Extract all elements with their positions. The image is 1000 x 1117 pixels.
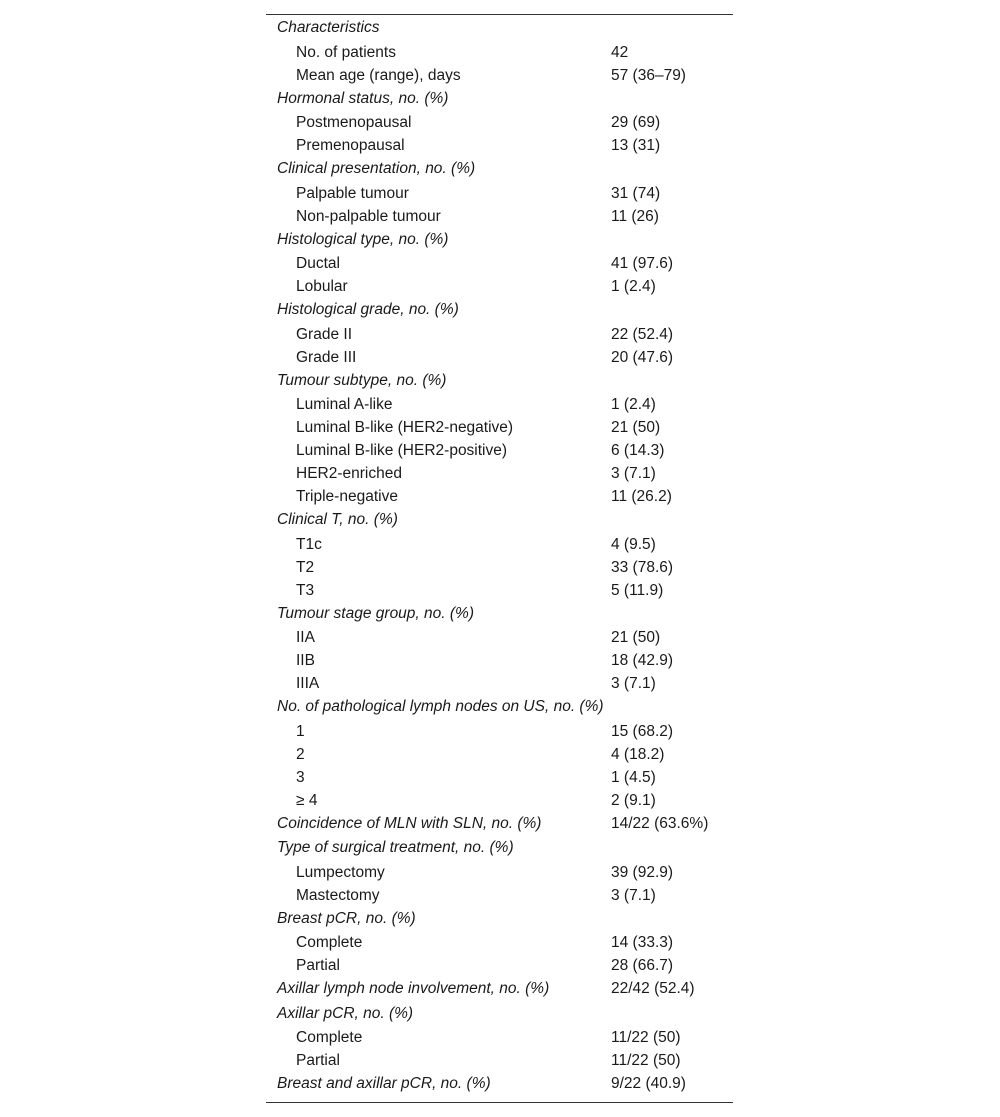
row-value: 4 (9.5) bbox=[611, 535, 656, 553]
row-label: 3 bbox=[296, 768, 305, 786]
table-section-row bbox=[266, 1072, 733, 1097]
row-value bbox=[611, 1002, 733, 1027]
row-value: 3 (7.1) bbox=[611, 675, 656, 692]
row-value: 11/22 (50) bbox=[611, 1052, 681, 1069]
row-label: HER2-enriched bbox=[296, 465, 402, 482]
row-value: 3 (7.1) bbox=[611, 465, 656, 482]
row-label: IIB bbox=[296, 652, 315, 669]
table-section-row bbox=[266, 977, 733, 1002]
patient-characteristics-table bbox=[266, 15, 733, 1097]
table-row bbox=[266, 672, 733, 695]
row-label: Postmenopausal bbox=[296, 114, 412, 131]
row-value bbox=[611, 602, 733, 627]
section-label: Histological grade, no. (%) bbox=[277, 301, 459, 318]
row-value: 2 (9.1) bbox=[611, 791, 656, 809]
section-label: Coincidence of MLN with SLN, no. (%) bbox=[277, 814, 542, 832]
row-value bbox=[611, 157, 733, 182]
table-row bbox=[266, 884, 733, 907]
table-row bbox=[266, 766, 733, 789]
table-row bbox=[266, 1026, 733, 1049]
row-label: Triple-negative bbox=[296, 488, 398, 505]
row-value bbox=[611, 87, 733, 112]
section-label: Type of surgical treatment, no. (%) bbox=[277, 839, 514, 856]
row-label: Luminal B-like (HER2-negative) bbox=[296, 419, 514, 436]
table-row bbox=[266, 789, 733, 812]
section-label: Histological type, no. (%) bbox=[277, 230, 449, 248]
row-value bbox=[611, 695, 733, 720]
row-value bbox=[611, 15, 733, 41]
row-label: 2 bbox=[296, 745, 305, 763]
row-value: 21 (50) bbox=[611, 629, 661, 646]
table-section-row bbox=[266, 836, 733, 861]
table-section-row bbox=[266, 228, 733, 253]
row-value: 28 (66.7) bbox=[611, 957, 674, 974]
table-row bbox=[266, 931, 733, 954]
table-row bbox=[266, 579, 733, 602]
table-row bbox=[266, 134, 733, 157]
row-label: Mastectomy bbox=[296, 886, 380, 904]
row-value: 22 (52.4) bbox=[611, 325, 674, 343]
row-label: Non-palpable tumour bbox=[296, 207, 441, 225]
row-value: 1 (2.4) bbox=[611, 278, 656, 295]
row-label: Complete bbox=[296, 1029, 363, 1046]
table-row bbox=[266, 720, 733, 743]
row-label: T2 bbox=[296, 558, 315, 576]
table-row bbox=[266, 462, 733, 485]
table-row bbox=[266, 743, 733, 766]
row-label: Partial bbox=[296, 957, 340, 974]
section-label: Characteristics bbox=[277, 19, 380, 36]
table-section-row bbox=[266, 15, 733, 41]
row-value: 9/22 (40.9) bbox=[611, 1075, 686, 1092]
section-label: Clinical T, no. (%) bbox=[277, 511, 398, 528]
section-label: Breast pCR, no. (%) bbox=[277, 909, 416, 927]
row-value: 41 (97.6) bbox=[611, 255, 674, 272]
table-row bbox=[266, 416, 733, 439]
section-label: No. of pathological lymph nodes on US, no. (%) bbox=[277, 698, 604, 715]
table-row bbox=[266, 626, 733, 649]
table-row bbox=[266, 252, 733, 275]
row-value: 11/22 (50) bbox=[611, 1029, 681, 1046]
row-value: 15 (68.2) bbox=[611, 722, 674, 740]
row-label: Grade II bbox=[296, 325, 352, 343]
row-label: Luminal A-like bbox=[296, 396, 393, 413]
table-section-row bbox=[266, 298, 733, 323]
table-section-row bbox=[266, 157, 733, 182]
row-label: T1c bbox=[296, 535, 322, 553]
row-label: Premenopausal bbox=[296, 137, 405, 154]
table-section-row bbox=[266, 369, 733, 394]
table-row bbox=[266, 111, 733, 134]
table-section-row bbox=[266, 695, 733, 720]
row-value: 13 (31) bbox=[611, 137, 661, 154]
table-section-row bbox=[266, 508, 733, 533]
table-row bbox=[266, 41, 733, 64]
row-label: Lobular bbox=[296, 278, 348, 295]
row-value bbox=[611, 907, 733, 932]
table-row bbox=[266, 485, 733, 508]
table-row bbox=[266, 439, 733, 462]
patient-characteristics-table-container bbox=[266, 14, 733, 1103]
table-row bbox=[266, 533, 733, 556]
row-value: 31 (74) bbox=[611, 184, 661, 202]
table-row bbox=[266, 323, 733, 346]
row-value: 29 (69) bbox=[611, 114, 661, 131]
row-value: 11 (26) bbox=[611, 207, 659, 225]
table-row bbox=[266, 1049, 733, 1072]
table-section-row bbox=[266, 602, 733, 627]
row-value bbox=[611, 228, 733, 253]
row-label: Palpable tumour bbox=[296, 184, 409, 202]
row-label: Complete bbox=[296, 934, 363, 951]
row-value bbox=[611, 508, 733, 533]
row-value: 14/22 (63.6%) bbox=[611, 814, 709, 832]
section-label: Axillar lymph node involvement, no. (%) bbox=[277, 980, 550, 997]
row-label: Ductal bbox=[296, 255, 340, 272]
row-label: Lumpectomy bbox=[296, 863, 385, 881]
row-label: T3 bbox=[296, 581, 315, 599]
row-value: 33 (78.6) bbox=[611, 558, 674, 576]
row-label: Mean age (range), days bbox=[296, 66, 461, 84]
row-value: 57 (36–79) bbox=[611, 66, 686, 84]
table-row bbox=[266, 205, 733, 228]
row-value: 3 (7.1) bbox=[611, 886, 656, 904]
section-label: Axillar pCR, no. (%) bbox=[277, 1004, 414, 1022]
section-label: Breast and axillar pCR, no. (%) bbox=[277, 1075, 491, 1092]
table-row bbox=[266, 346, 733, 369]
row-label: Luminal B-like (HER2-positive) bbox=[296, 442, 508, 459]
row-label: 1 bbox=[296, 722, 305, 740]
section-label: Tumour subtype, no. (%) bbox=[277, 371, 447, 389]
table-section-row bbox=[266, 1002, 733, 1027]
row-value: 18 (42.9) bbox=[611, 652, 674, 669]
row-value: 21 (50) bbox=[611, 419, 661, 436]
row-label: ≥ 4 bbox=[296, 791, 318, 809]
row-value: 11 (26.2) bbox=[611, 488, 672, 505]
table-row bbox=[266, 64, 733, 87]
section-label: Tumour stage group, no. (%) bbox=[277, 604, 474, 622]
row-value: 42 bbox=[611, 43, 629, 61]
table-row bbox=[266, 556, 733, 579]
table-row bbox=[266, 275, 733, 298]
table-row bbox=[266, 861, 733, 884]
row-value: 22/42 (52.4) bbox=[611, 980, 695, 997]
row-value: 4 (18.2) bbox=[611, 745, 665, 763]
row-label: Grade III bbox=[296, 348, 357, 366]
table-section-row bbox=[266, 907, 733, 932]
row-value: 14 (33.3) bbox=[611, 934, 674, 951]
table-body bbox=[266, 15, 733, 1097]
section-label: Hormonal status, no. (%) bbox=[277, 89, 449, 107]
row-label: IIA bbox=[296, 629, 315, 646]
section-label: Clinical presentation, no. (%) bbox=[277, 160, 476, 177]
table-row bbox=[266, 954, 733, 977]
row-label: No. of patients bbox=[296, 43, 396, 61]
row-value bbox=[611, 298, 733, 323]
row-label: Partial bbox=[296, 1052, 340, 1069]
row-value: 1 (4.5) bbox=[611, 768, 656, 786]
row-value: 39 (92.9) bbox=[611, 863, 674, 881]
row-value bbox=[611, 836, 733, 861]
row-value bbox=[611, 369, 733, 394]
table-row bbox=[266, 393, 733, 416]
table-section-row bbox=[266, 812, 733, 837]
row-value: 5 (11.9) bbox=[611, 581, 664, 599]
row-label: IIIA bbox=[296, 675, 320, 692]
row-value: 1 (2.4) bbox=[611, 396, 656, 413]
table-row bbox=[266, 649, 733, 672]
table-section-row bbox=[266, 87, 733, 112]
row-value: 20 (47.6) bbox=[611, 348, 674, 366]
table-row bbox=[266, 182, 733, 205]
row-value: 6 (14.3) bbox=[611, 442, 665, 459]
